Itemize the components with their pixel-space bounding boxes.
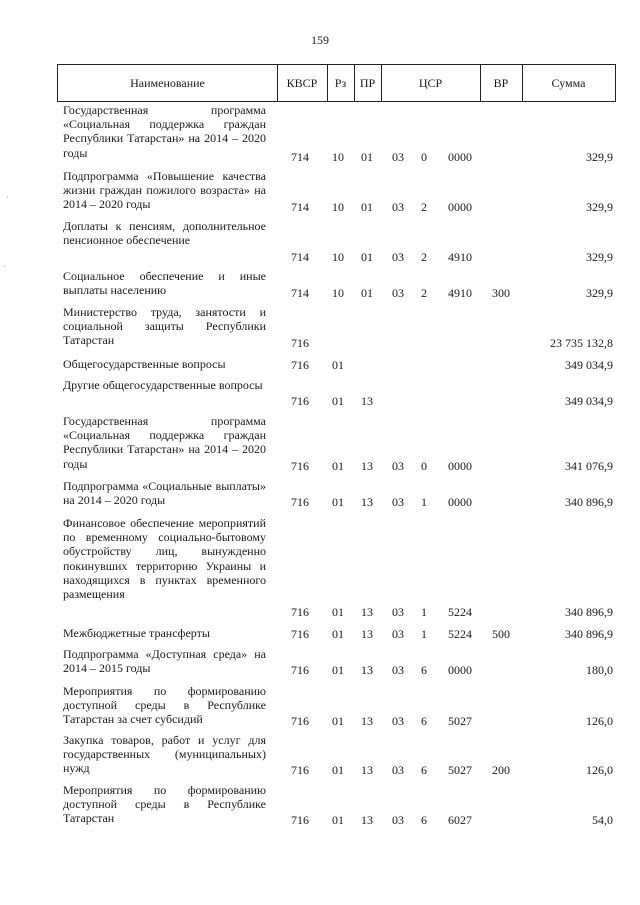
table-row [0,733,640,777]
cell-sum: 329,9 [586,286,613,300]
cell-rz: 10 [332,286,344,300]
row-name: Подпрограмма «Доступная среда» на 2014 – 2015 годы [63,647,266,676]
cell-csr-program: 03 [392,627,404,641]
cell-kvsr: 714 [291,150,309,164]
cell-csr-subprogram: 6 [421,663,427,677]
cell-pr: 01 [361,200,373,214]
cell-csr-code: 5027 [448,763,472,777]
header-kvsr: КВСР [286,76,318,90]
cell-csr-subprogram: 1 [421,627,427,641]
cell-rz: 10 [332,200,344,214]
cell-kvsr: 716 [291,394,309,408]
cell-kvsr: 716 [291,358,309,372]
table-header [57,64,616,102]
cell-kvsr: 716 [291,495,309,509]
cell-sum: 329,9 [586,200,613,214]
table-row [0,684,640,728]
row-name: Общегосударственные вопросы [63,357,226,371]
cell-kvsr: 714 [291,286,309,300]
cell-rz: 01 [332,495,344,509]
cell-sum: 340 896,9 [565,495,613,509]
cell-pr: 01 [361,250,373,264]
header-vr: ВР [493,76,509,90]
header-pr: ПР [359,76,376,90]
cell-pr: 13 [361,663,373,677]
row-name: Межбюджетные трансферты [63,626,210,640]
cell-rz: 10 [332,250,344,264]
cell-csr-code: 4910 [448,250,472,264]
cell-rz: 01 [332,763,344,777]
row-name: Государственная программа «Социальная поддержка граждан Республики Татарстан» на 2014 – 2020 годы [63,414,266,471]
cell-pr: 13 [361,495,373,509]
cell-csr-code: 0000 [448,663,472,677]
cell-csr-subprogram: 0 [421,459,427,473]
cell-kvsr: 716 [291,459,309,473]
cell-sum: 340 896,9 [565,627,613,641]
cell-pr: 13 [361,394,373,408]
cell-rz: 01 [332,663,344,677]
cell-rz: 01 [332,394,344,408]
cell-sum: 340 896,9 [565,605,613,619]
cell-csr-subprogram: 1 [421,605,427,619]
cell-pr: 13 [361,459,373,473]
cell-csr-code: 5224 [448,605,472,619]
cell-rz: 01 [332,605,344,619]
cell-csr-subprogram: 6 [421,763,427,777]
cell-kvsr: 716 [291,763,309,777]
cell-csr-program: 03 [392,200,404,214]
cell-rz: 01 [332,627,344,641]
cell-csr-program: 03 [392,605,404,619]
row-name: Подпрограмма «Социальные выплаты» на 2014 – 2020 годы [63,479,266,508]
table-row [0,357,640,372]
cell-pr: 01 [361,150,373,164]
cell-kvsr: 716 [291,813,309,827]
table-row [0,103,640,164]
scan-speck: · [3,261,6,271]
cell-csr-program: 03 [392,250,404,264]
cell-vr: 200 [492,763,510,777]
cell-csr-code: 0000 [448,150,472,164]
cell-csr-subprogram: 1 [421,495,427,509]
header-sum: Сумма [551,76,586,90]
row-name: Государственная программа «Социальная поддержка граждан Республики Татарстан» на 2014 – 2020 годы [63,103,266,160]
cell-kvsr: 714 [291,200,309,214]
cell-sum: 341 076,9 [565,459,613,473]
row-name: Социальное обеспечение и иные выплаты населению [63,269,266,298]
table-row [0,169,640,214]
cell-rz: 01 [332,358,344,372]
cell-kvsr: 716 [291,605,309,619]
row-name: Мероприятия по формированию доступной среды в Республике Татарстан [63,783,266,826]
row-name: Закупка товаров, работ и услуг для государственных (муниципальных) нужд [63,733,266,776]
cell-sum: 349 034,9 [565,358,613,372]
table-row [0,479,640,509]
scan-speck: · [6,192,9,202]
cell-csr-program: 03 [392,286,404,300]
cell-rz: 01 [332,813,344,827]
row-name: Подпрограмма «Повышение качества жизни граждан пожилого возраста» на 2014 – 2020 годы [63,169,266,212]
cell-csr-program: 03 [392,714,404,728]
cell-csr-subprogram: 6 [421,714,427,728]
cell-pr: 13 [361,763,373,777]
cell-csr-code: 0000 [448,200,472,214]
cell-rz: 10 [332,150,344,164]
cell-rz: 01 [332,714,344,728]
cell-sum: 23 735 132,8 [550,336,613,350]
cell-csr-subprogram: 2 [421,250,427,264]
cell-sum: 126,0 [586,763,613,777]
table-row [0,219,640,264]
table-row [0,516,640,619]
cell-csr-code: 0000 [448,495,472,509]
cell-sum: 180,0 [586,663,613,677]
cell-pr: 13 [361,714,373,728]
cell-csr-code: 5224 [448,627,472,641]
cell-vr: 300 [492,286,510,300]
header-name: Наименование [130,76,205,90]
cell-csr-code: 4910 [448,286,472,300]
header-rz: Рз [334,76,347,90]
cell-pr: 13 [361,627,373,641]
row-name: Финансовое обеспечение мероприятий по временному социально-бытовому обустройству лиц, вынужденно покинувших территорию Украины и находящихся в пунктах временного размещения [63,516,266,602]
cell-pr: 01 [361,286,373,300]
table-row [0,626,640,641]
cell-kvsr: 716 [291,336,309,350]
cell-csr-program: 03 [392,763,404,777]
row-name: Другие общегосударственные вопросы [63,378,263,392]
cell-csr-subprogram: 6 [421,813,427,827]
cell-csr-code: 5027 [448,714,472,728]
table-row [0,647,640,677]
table-row [0,783,640,827]
header-csr: ЦСР [418,76,443,90]
table-row [0,269,640,300]
page-number: 159 [311,33,329,47]
cell-csr-code: 0000 [448,459,472,473]
cell-csr-subprogram: 0 [421,150,427,164]
cell-csr-program: 03 [392,813,404,827]
cell-kvsr: 716 [291,714,309,728]
cell-csr-program: 03 [392,459,404,473]
row-name: Министерство труда, занятости и социальной защиты Республики Татарстан [63,305,266,348]
cell-csr-subprogram: 2 [421,286,427,300]
cell-pr: 13 [361,813,373,827]
table-row [0,305,640,350]
cell-csr-program: 03 [392,495,404,509]
cell-kvsr: 716 [291,663,309,677]
row-name: Доплаты к пенсиям, дополнительное пенсионное обеспечение [63,219,266,248]
cell-pr: 13 [361,605,373,619]
cell-sum: 126,0 [586,714,613,728]
cell-vr: 500 [492,627,510,641]
cell-sum: 54,0 [592,813,613,827]
cell-kvsr: 716 [291,627,309,641]
table-row [0,414,640,473]
cell-rz: 01 [332,459,344,473]
cell-sum: 349 034,9 [565,394,613,408]
row-name: Мероприятия по формированию доступной среды в Республике Татарстан за счет субсидий [63,684,266,727]
cell-sum: 329,9 [586,150,613,164]
cell-csr-code: 6027 [448,813,472,827]
cell-kvsr: 714 [291,250,309,264]
cell-csr-subprogram: 2 [421,200,427,214]
cell-csr-program: 03 [392,663,404,677]
table-row [0,378,640,408]
cell-csr-program: 03 [392,150,404,164]
cell-sum: 329,9 [586,250,613,264]
